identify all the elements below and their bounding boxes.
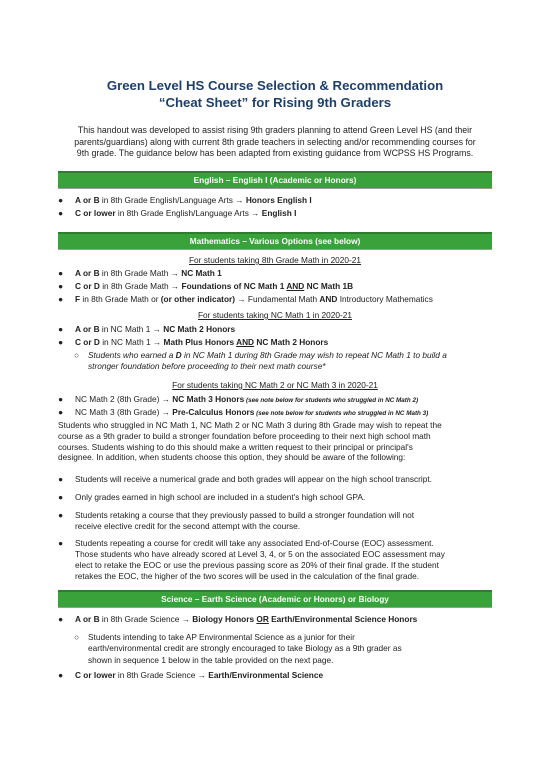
- bullet-icon: ●: [58, 294, 64, 304]
- bullet-icon: ●: [58, 492, 64, 502]
- intro-line: This handout was developed to assist rising 9th graders planning to attend Green Level HS (and their: [77, 125, 473, 135]
- english-banner: English – English I (Academic or Honors): [58, 171, 492, 188]
- math-banner: Mathematics – Various Options (see below): [58, 232, 492, 249]
- bullet-icon: ●: [58, 281, 64, 291]
- divider: [58, 607, 492, 608]
- bullet-icon: ●: [58, 510, 64, 520]
- list-item: Only grades earned in high school are included in a student's high school GPA.: [75, 492, 366, 502]
- bullet-icon: ●: [58, 538, 64, 548]
- bullet-icon: ●: [58, 337, 64, 347]
- divider: [58, 249, 492, 250]
- intro-line: 9th grade. The guidance below has been adapted from existing guidance from WCPSS HS Programs.: [76, 148, 474, 159]
- bullet-icon: ●: [58, 195, 64, 205]
- math-subheading: For students taking NC Math 1 in 2020-21: [197, 310, 353, 320]
- intro-line: parents/guardians) along with current 8th grade teachers in selecting and/or recommending courses for: [74, 136, 476, 147]
- list-item: Students retaking a course that they previously passed to build a stronger foundation will not receive elective credit for the second attempt with the course.: [75, 510, 414, 531]
- bullet-icon: ●: [58, 208, 64, 218]
- divider: [58, 188, 492, 189]
- math-subheading: For students taking 8th Grade Math in 2020-21: [188, 255, 362, 265]
- bullet-icon: ●: [58, 474, 64, 484]
- science-banner: Science – Earth Science (Academic or Honors) or Biology: [58, 590, 492, 607]
- page-subtitle: “Cheat Sheet” for Rising 9th Graders: [158, 95, 392, 110]
- sub-bullet-icon: ○: [74, 350, 80, 360]
- bullet-icon: ●: [58, 614, 64, 624]
- math-subheading: For students taking NC Math 2 or NC Math 3 in 2020-21: [172, 380, 378, 390]
- bullet-icon: ●: [58, 407, 64, 417]
- math-note: Students who earned a D in NC Math 1 during 8th Grade may wish to repeat NC Math 1 to build a stronger foundation before proceeding to their next math course*: [88, 350, 447, 371]
- page: Green Level HS Course Selection & Recommendation “Cheat Sheet” for Rising 9th Graders This handout was developed to assist rising 9th graders planning to attend Green Level HS (and their parents/guardians) along with current 8th grade teachers in selecting and/or recommending courses for 9th grade. The guidance below has been adapted from existing guidance from WCPSS HS Programs. English – English I (Academic or Honors) ● A or B in 8th Grade English/Language Arts → Honors English I ● C or lower in 8th Grade English/Language Arts → English I Mathematics – Various Options (see below) For students taking 8th Grade Math in 2020-21 ● A or B in 8th Grade Math → NC Math 1 ● C or D in 8th Grade Math → Foundations of NC Math 1 AND NC Math 1B ● F in 8th Grade Math or (or other indicator) → Fundamental Math AND Introductory Mathematics For students taking NC Math 1 in 2020-21 ● A or B in NC Math 1 → NC Math 2 Honors ● C or D in NC Math 1 → Math Plus Honors AND NC Math 2 Honors ○ Students who earned a D in NC Math 1 during 8th Grade may wish to repeat NC Math 1 to build a stronger foundation before proceeding to their next math course* For students taking NC Math 2 or NC Math 3 in 2020-21 ● NC Math 2 (8th Grade) → NC Math 3 Honors (see note below for students who struggled in NC Math 2) ● NC Math 3 (8th Grade) → Pre-Calculus Honors (see note below for students who struggled in NC Math 3) Students who struggled in NC Math 1, NC Math 2 or NC Math 3 during 8th Grade may wish to repeat the course as a 9th grader to build a stronger foundation before proceeding to their next high school math courses. Students wishing to do this should make a written request to their principal or principal's designee. In addition, when students choose this option, they should be aware of the following: ● Students will receive a numerical grade and both grades will appear on the high school transcript. ● Only grades earned in high school are included in a student's high school GPA. ● Students retaking a course that they previously passed to build a stronger foundation will not receive elective credit for the second attempt with the course. ● Students repeating a course for credit will take any associated End-of-Course (EOC) assessment. Those students who have already scored at Level 3, 4, or 5 on the associated EOC assessment may elect to retake the EOC or use the previous passing score as 20% of their final grade. If the student retakes the EOC, the higher of the two scores will be used in the calculation of the final grade. Science – Earth Science (Academic or Honors) or Biology ● A or B in 8th Grade Science → Biology Honors OR Earth/Environmental Science Honors ○ Students intending to take AP Environmental Science as a junior for their earth/environmental credit are strongly encouraged to take Biology as a 9th grader as shown in sequence 1 below in the table provided on the next page. ● C or lower in 8th Grade Science → Earth/Environmental Science: [0, 0, 550, 777]
- page-title: Green Level HS Course Selection & Recommendation: [106, 78, 444, 93]
- bullet-icon: ●: [58, 268, 64, 278]
- intro-paragraph: [58, 125, 492, 160]
- science-note: Students intending to take AP Environmental Science as a junior for their earth/environmental credit are strongly encouraged to take Biology as a 9th grader as shown in sequence 1 below in the table provided on the next page.: [88, 632, 402, 665]
- list-item: Students repeating a course for credit will take any associated End-of-Course (EOC) assessment. Those students who have already scored at Level 3, 4, or 5 on the associated EOC assessment may elect to retake the EOC or use the previous passing score as 20% of their final grade. If the student retakes the EOC, the higher of the two scores will be used in the calculation of the final grade.: [75, 538, 445, 581]
- bullet-icon: ●: [58, 394, 64, 404]
- sub-bullet-icon: ○: [74, 632, 80, 642]
- bullet-icon: ●: [58, 670, 64, 680]
- math-paragraph: Students who struggled in NC Math 1, NC Math 2 or NC Math 3 during 8th Grade may wish to repeat the course as a 9th grader to build a stronger foundation before proceeding to their next high school math courses. Students wishing to do this should make a written request to their principal or principal's designee. In addition, when students choose this option, they should be aware of the following:: [58, 420, 442, 463]
- list-item: Students will receive a numerical grade and both grades will appear on the high school transcript.: [75, 474, 432, 484]
- bullet-icon: ●: [58, 324, 64, 334]
